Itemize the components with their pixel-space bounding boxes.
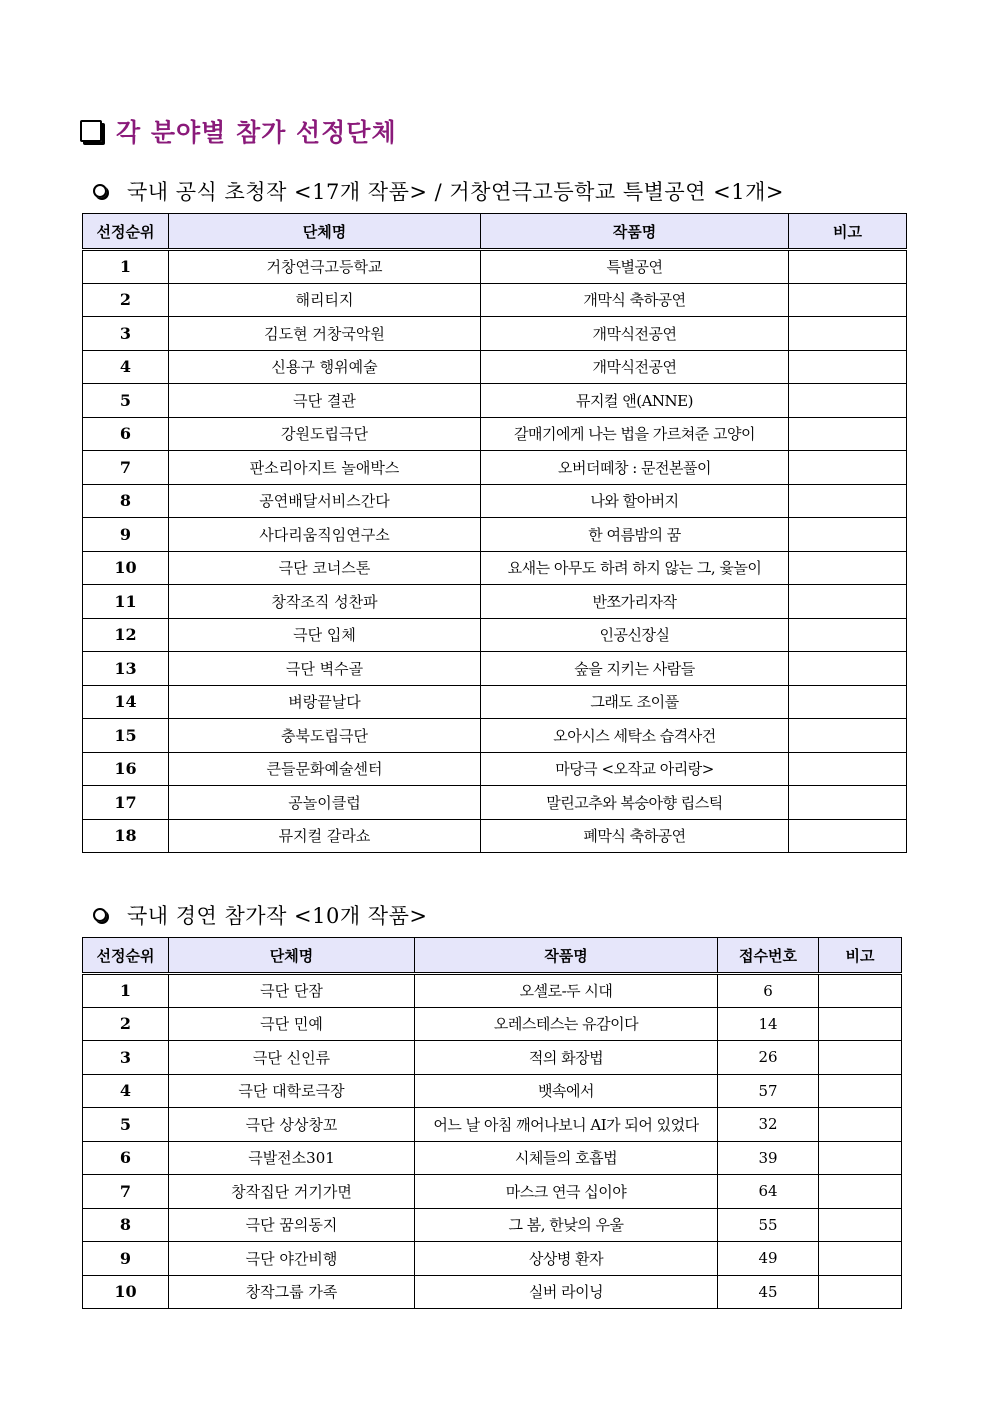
column-header-work: 작품명 [481, 214, 789, 250]
group-name-cell: 큰들문화예술센터 [169, 752, 481, 786]
group-name-cell: 극단 민예 [169, 1007, 415, 1041]
table-row [83, 1175, 902, 1209]
receipt-number-cell: 26 [718, 1041, 819, 1075]
group-name-cell: 강원도립극단 [169, 417, 481, 451]
group-name-cell: 거창연극고등학교 [169, 250, 481, 284]
table-row [83, 786, 907, 820]
table-row [83, 585, 907, 619]
table-row [83, 518, 907, 552]
table-row [83, 1208, 902, 1242]
work-title-cell: 한 여름밤의 꿈 [481, 518, 789, 552]
group-name-cell: 김도현 거창국악원 [169, 317, 481, 351]
table-row [83, 719, 907, 753]
rank-cell: 10 [83, 1275, 169, 1309]
work-title-cell: 특별공연 [481, 250, 789, 284]
work-title-cell: 그래도 조이풀 [481, 685, 789, 719]
work-title-cell: 개막식전공연 [481, 317, 789, 351]
work-title-cell: 나와 할아버지 [481, 484, 789, 518]
column-header-rank: 선정순위 [83, 938, 169, 974]
rank-cell: 15 [83, 719, 169, 753]
group-name-cell: 벼랑끝날다 [169, 685, 481, 719]
group-name-cell: 극단 대학로극장 [169, 1074, 415, 1108]
rank-cell: 9 [83, 1242, 169, 1276]
group-name-cell: 극단 입체 [169, 618, 481, 652]
table-row [83, 685, 907, 719]
work-title-cell: 실버 라이닝 [415, 1275, 718, 1309]
group-name-cell: 극단 벽수골 [169, 652, 481, 686]
note-cell [819, 1208, 902, 1242]
note-cell [789, 752, 907, 786]
rank-cell: 7 [83, 451, 169, 485]
table-row [83, 551, 907, 585]
table-row [83, 384, 907, 418]
work-title-cell: 오버더떼창 : 문전본풀이 [481, 451, 789, 485]
work-title-cell: 오아시스 세탁소 습격사건 [481, 719, 789, 753]
receipt-number-cell: 57 [718, 1074, 819, 1108]
receipt-number-cell: 45 [718, 1275, 819, 1309]
note-cell [819, 1108, 902, 1142]
note-cell [789, 384, 907, 418]
rank-cell: 5 [83, 384, 169, 418]
table-row [83, 417, 907, 451]
group-name-cell: 창작그룹 가족 [169, 1275, 415, 1309]
rank-cell: 6 [83, 1141, 169, 1175]
work-title-cell: 어느 날 아침 깨어나보니 AI가 되어 있었다 [415, 1108, 718, 1142]
rank-cell: 4 [83, 1074, 169, 1108]
rank-cell: 7 [83, 1175, 169, 1209]
group-name-cell: 충북도립극단 [169, 719, 481, 753]
work-title-cell: 상상병 환자 [415, 1242, 718, 1276]
receipt-number-cell: 49 [718, 1242, 819, 1276]
rank-cell: 12 [83, 618, 169, 652]
rank-cell: 13 [83, 652, 169, 686]
rank-cell: 3 [83, 317, 169, 351]
rank-cell: 1 [83, 250, 169, 284]
column-header-rank: 선정순위 [83, 214, 169, 250]
table-row [83, 1007, 902, 1041]
receipt-number-cell: 32 [718, 1108, 819, 1142]
note-cell [819, 1074, 902, 1108]
note-cell [789, 250, 907, 284]
note-cell [819, 1041, 902, 1075]
column-header-group: 단체명 [169, 938, 415, 974]
note-cell [789, 484, 907, 518]
work-title-cell: 인공신장실 [481, 618, 789, 652]
group-name-cell: 극단 코너스톤 [169, 551, 481, 585]
note-cell [789, 585, 907, 619]
table-row [83, 618, 907, 652]
group-name-cell: 창작집단 거기가면 [169, 1175, 415, 1209]
group-name-cell: 공놀이클럽 [169, 786, 481, 820]
rank-cell: 3 [83, 1041, 169, 1075]
table-row [83, 484, 907, 518]
column-header-work: 작품명 [415, 938, 718, 974]
group-name-cell: 창작조직 성찬파 [169, 585, 481, 619]
group-name-cell: 극발전소301 [169, 1141, 415, 1175]
table-row [83, 974, 902, 1008]
column-header-group: 단체명 [169, 214, 481, 250]
section2-heading [93, 900, 427, 930]
group-name-cell: 공연배달서비스간다 [169, 484, 481, 518]
rank-cell: 6 [83, 417, 169, 451]
rank-cell: 2 [83, 283, 169, 317]
table-row [83, 819, 907, 853]
rank-cell: 5 [83, 1108, 169, 1142]
note-cell [789, 518, 907, 552]
group-name-cell: 신용구 행위예술 [169, 350, 481, 384]
section1-heading-text: 국내 공식 초청작 <17개 작품> / 거창연극고등학교 특별공연 <1개> [127, 180, 785, 204]
table-row [83, 752, 907, 786]
note-cell [819, 1242, 902, 1276]
table-row [83, 652, 907, 686]
work-title-cell: 개막식전공연 [481, 350, 789, 384]
table-row [83, 1141, 902, 1175]
group-name-cell: 사다리움직임연구소 [169, 518, 481, 552]
circle-bullet-icon [93, 908, 107, 922]
note-cell [789, 417, 907, 451]
rank-cell: 9 [83, 518, 169, 552]
receipt-number-cell: 55 [718, 1208, 819, 1242]
group-name-cell: 극단 야간비행 [169, 1242, 415, 1276]
work-title-cell: 적의 화장법 [415, 1041, 718, 1075]
column-header-receipt-no: 접수번호 [718, 938, 819, 974]
work-title-cell: 마스크 연극 십이야 [415, 1175, 718, 1209]
work-title-cell: 반쪼가리자작 [481, 585, 789, 619]
table-row [83, 1275, 902, 1309]
rank-cell: 17 [83, 786, 169, 820]
table-row [83, 350, 907, 384]
work-title-cell: 그 봄, 한낮의 우울 [415, 1208, 718, 1242]
work-title-cell: 오레스테스는 유감이다 [415, 1007, 718, 1041]
work-title-cell: 폐막식 축하공연 [481, 819, 789, 853]
work-title-cell: 뱃속에서 [415, 1074, 718, 1108]
note-cell [819, 1175, 902, 1209]
note-cell [819, 974, 902, 1008]
group-name-cell: 극단 단잠 [169, 974, 415, 1008]
page-title [80, 113, 397, 149]
note-cell [789, 819, 907, 853]
note-cell [789, 652, 907, 686]
column-header-note: 비고 [789, 214, 907, 250]
rank-cell: 8 [83, 484, 169, 518]
table-row [83, 1074, 902, 1108]
work-title-cell: 뮤지컬 앤(ANNE) [481, 384, 789, 418]
page-title-text: 각 분야별 참가 선정단체 [116, 118, 397, 147]
group-name-cell: 극단 결관 [169, 384, 481, 418]
note-cell [819, 1007, 902, 1041]
receipt-number-cell: 14 [718, 1007, 819, 1041]
note-cell [789, 685, 907, 719]
circle-bullet-icon [93, 184, 107, 198]
competition-works-table [82, 937, 902, 1309]
work-title-cell: 마당극 <오작교 아리랑> [481, 752, 789, 786]
rank-cell: 14 [83, 685, 169, 719]
rank-cell: 10 [83, 551, 169, 585]
note-cell [789, 317, 907, 351]
table-row [83, 451, 907, 485]
note-cell [789, 451, 907, 485]
receipt-number-cell: 6 [718, 974, 819, 1008]
note-cell [789, 786, 907, 820]
table-row [83, 1108, 902, 1142]
table-header-row [83, 214, 907, 250]
receipt-number-cell: 39 [718, 1141, 819, 1175]
rank-cell: 4 [83, 350, 169, 384]
table-header-row [83, 938, 902, 974]
section1-heading [93, 176, 784, 206]
group-name-cell: 극단 꿈의동지 [169, 1208, 415, 1242]
note-cell [819, 1141, 902, 1175]
group-name-cell: 극단 상상창꼬 [169, 1108, 415, 1142]
work-title-cell: 요새는 아무도 하려 하지 않는 그, 윷놀이 [481, 551, 789, 585]
table-row [83, 1041, 902, 1075]
note-cell [789, 618, 907, 652]
table-row [83, 283, 907, 317]
note-cell [789, 350, 907, 384]
rank-cell: 1 [83, 974, 169, 1008]
work-title-cell: 오셀로-두 시대 [415, 974, 718, 1008]
section2-heading-text: 국내 경연 참가작 <10개 작품> [127, 904, 428, 928]
rank-cell: 16 [83, 752, 169, 786]
work-title-cell: 말린고추와 복숭아향 립스틱 [481, 786, 789, 820]
group-name-cell: 해리티지 [169, 283, 481, 317]
rank-cell: 2 [83, 1007, 169, 1041]
receipt-number-cell: 64 [718, 1175, 819, 1209]
note-cell [819, 1275, 902, 1309]
note-cell [789, 719, 907, 753]
note-cell [789, 551, 907, 585]
work-title-cell: 시체들의 호흡법 [415, 1141, 718, 1175]
work-title-cell: 숲을 지키는 사람들 [481, 652, 789, 686]
rank-cell: 8 [83, 1208, 169, 1242]
note-cell [789, 283, 907, 317]
checkbox-square-icon [80, 120, 102, 142]
rank-cell: 18 [83, 819, 169, 853]
group-name-cell: 극단 신인류 [169, 1041, 415, 1075]
table-row [83, 250, 907, 284]
group-name-cell: 뮤지컬 갈라쇼 [169, 819, 481, 853]
work-title-cell: 개막식 축하공연 [481, 283, 789, 317]
invited-works-table [82, 213, 907, 853]
work-title-cell: 갈매기에게 나는 법을 가르쳐준 고양이 [481, 417, 789, 451]
table-row [83, 317, 907, 351]
group-name-cell: 판소리아지트 놀애박스 [169, 451, 481, 485]
column-header-note: 비고 [819, 938, 902, 974]
rank-cell: 11 [83, 585, 169, 619]
table-row [83, 1242, 902, 1276]
